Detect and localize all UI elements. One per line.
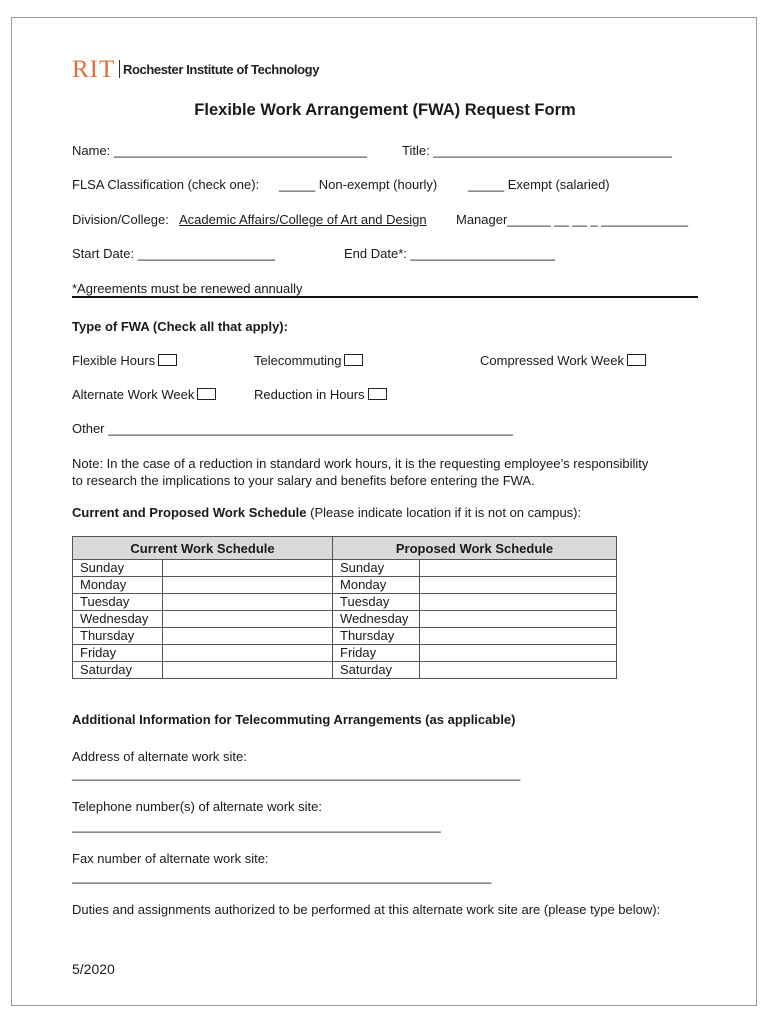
fax-field[interactable]: __________________________________________________________ bbox=[72, 869, 492, 884]
fwa-option-alternate[interactable] bbox=[72, 387, 216, 402]
proposed-day-cell[interactable] bbox=[420, 662, 617, 679]
proposed-schedule-header: Proposed Work Schedule bbox=[333, 537, 617, 560]
reduction-checkbox[interactable] bbox=[368, 388, 387, 400]
current-schedule-header: Current Work Schedule bbox=[73, 537, 333, 560]
compressed-checkbox[interactable] bbox=[627, 354, 646, 366]
table-row bbox=[73, 628, 617, 645]
flexible-hours-label: Flexible Hours bbox=[72, 353, 156, 368]
fwa-option-compressed[interactable] bbox=[480, 353, 646, 368]
division-value[interactable]: Academic Affairs/College of Art and Design bbox=[179, 212, 427, 227]
proposed-day-cell[interactable] bbox=[420, 577, 617, 594]
current-day-cell[interactable] bbox=[163, 611, 333, 628]
fwa-option-telecommuting[interactable] bbox=[254, 353, 363, 368]
fwa-type-heading: Type of FWA (Check all that apply): bbox=[72, 319, 288, 334]
schedule-heading bbox=[72, 505, 581, 520]
note-line-1: Note: In the case of a reduction in standard work hours, it is the requesting employee’s responsibility bbox=[72, 456, 649, 471]
logo-divider bbox=[119, 60, 120, 78]
proposed-day-label: Monday bbox=[333, 577, 420, 594]
division-label: Division/College: bbox=[72, 212, 169, 227]
table-row bbox=[73, 662, 617, 679]
proposed-day-cell[interactable] bbox=[420, 560, 617, 577]
current-day-cell[interactable] bbox=[163, 560, 333, 577]
proposed-day-cell[interactable] bbox=[420, 645, 617, 662]
title-field[interactable]: Title: _________________________________ bbox=[402, 143, 672, 158]
current-day-label: Wednesday bbox=[73, 611, 163, 628]
flexible-hours-checkbox[interactable] bbox=[158, 354, 177, 366]
current-day-label: Saturday bbox=[73, 662, 163, 679]
proposed-day-cell[interactable] bbox=[420, 594, 617, 611]
current-day-label: Friday bbox=[73, 645, 163, 662]
alternate-label: Alternate Work Week bbox=[72, 387, 195, 402]
proposed-day-label: Sunday bbox=[333, 560, 420, 577]
fwa-other-field[interactable]: Other ________________________________________________________ bbox=[72, 421, 514, 436]
reduction-label: Reduction in Hours bbox=[254, 387, 365, 402]
proposed-day-label: Friday bbox=[333, 645, 420, 662]
renewal-note: *Agreements must be renewed annually bbox=[72, 281, 303, 296]
schedule-heading-note: (Please indicate location if it is not on campus): bbox=[306, 505, 582, 520]
current-day-label: Monday bbox=[73, 577, 163, 594]
flsa-label: FLSA Classification (check one): bbox=[72, 177, 260, 192]
table-row bbox=[73, 560, 617, 577]
table-row bbox=[73, 611, 617, 628]
rit-logo: RIT bbox=[72, 56, 116, 83]
proposed-day-label: Wednesday bbox=[333, 611, 420, 628]
flsa-exempt-option[interactable]: _____ Exempt (salaried) bbox=[468, 177, 610, 192]
table-row bbox=[73, 594, 617, 611]
phone-label: Telephone number(s) of alternate work site: bbox=[72, 799, 323, 814]
start-date-field[interactable]: Start Date: ___________________ bbox=[72, 246, 276, 261]
note-line-2: to research the implications to your salary and benefits before entering the FWA. bbox=[72, 473, 535, 488]
address-label: Address of alternate work site: bbox=[72, 749, 247, 764]
current-day-label: Sunday bbox=[73, 560, 163, 577]
telecommuting-label: Telecommuting bbox=[254, 353, 342, 368]
current-day-cell[interactable] bbox=[163, 662, 333, 679]
fwa-option-flexible-hours[interactable] bbox=[72, 353, 177, 368]
schedule-table bbox=[72, 536, 617, 679]
current-day-cell[interactable] bbox=[163, 594, 333, 611]
telecommuting-checkbox[interactable] bbox=[344, 354, 363, 366]
proposed-day-cell[interactable] bbox=[420, 611, 617, 628]
schedule-heading-bold: Current and Proposed Work Schedule bbox=[72, 505, 307, 520]
telecommute-heading: Additional Information for Telecommuting Arrangements (as applicable) bbox=[72, 712, 516, 727]
institute-name: Rochester Institute of Technology bbox=[123, 62, 320, 77]
duties-label: Duties and assignments authorized to be performed at this alternate work site are (please type below): bbox=[72, 902, 661, 917]
end-date-field[interactable]: End Date*: ____________________ bbox=[344, 246, 556, 261]
proposed-day-label: Tuesday bbox=[333, 594, 420, 611]
current-day-cell[interactable] bbox=[163, 577, 333, 594]
proposed-day-label: Saturday bbox=[333, 662, 420, 679]
current-day-cell[interactable] bbox=[163, 628, 333, 645]
manager-field[interactable]: Manager______ __ __ _ ____________ bbox=[456, 212, 689, 227]
table-row bbox=[73, 645, 617, 662]
revision-date: 5/2020 bbox=[72, 961, 115, 977]
current-day-label: Thursday bbox=[73, 628, 163, 645]
fax-label: Fax number of alternate work site: bbox=[72, 851, 269, 866]
section-divider bbox=[72, 296, 698, 298]
alternate-checkbox[interactable] bbox=[197, 388, 216, 400]
phone-field[interactable]: ___________________________________________________ bbox=[72, 818, 441, 833]
current-day-label: Tuesday bbox=[73, 594, 163, 611]
proposed-day-cell[interactable] bbox=[420, 628, 617, 645]
form-title: Flexible Work Arrangement (FWA) Request Form bbox=[194, 101, 576, 119]
proposed-day-label: Thursday bbox=[333, 628, 420, 645]
name-field[interactable]: Name: ___________________________________ bbox=[72, 143, 367, 158]
flsa-nonexempt-option[interactable]: _____ Non-exempt (hourly) bbox=[279, 177, 438, 192]
address-field[interactable]: ______________________________________________________________ bbox=[72, 766, 521, 781]
table-row bbox=[73, 577, 617, 594]
fwa-option-reduction[interactable] bbox=[254, 387, 387, 402]
current-day-cell[interactable] bbox=[163, 645, 333, 662]
compressed-label: Compressed Work Week bbox=[480, 353, 625, 368]
